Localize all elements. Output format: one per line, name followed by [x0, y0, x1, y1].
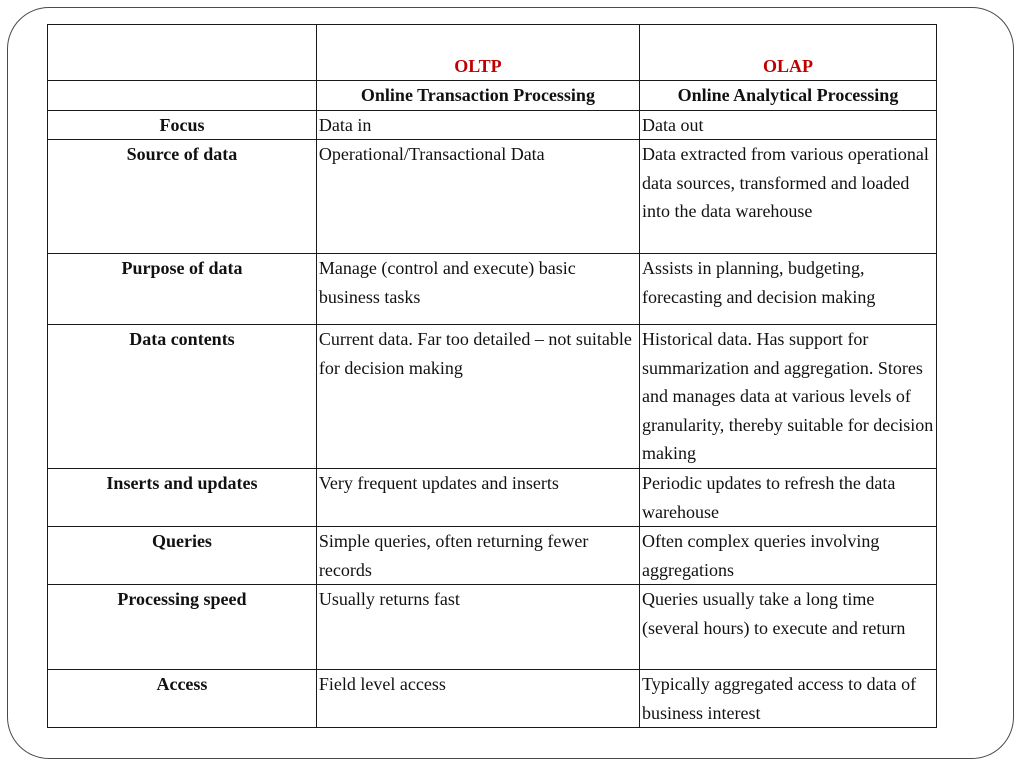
- oltp-cell: Field level access: [316, 670, 639, 728]
- oltp-fullname-header: Online Transaction Processing: [316, 81, 639, 111]
- oltp-cell: Current data. Far too detailed – not suitable for decision making: [316, 325, 639, 469]
- olap-fullname-header: Online Analytical Processing: [639, 81, 936, 111]
- row-label: Purpose of data: [48, 254, 317, 325]
- header-empty-cell: [48, 81, 317, 111]
- table-row: [48, 469, 937, 527]
- table-row: [48, 254, 937, 325]
- oltp-acronym-header: OLTP: [316, 25, 639, 81]
- row-label: Data contents: [48, 325, 317, 469]
- header-empty-cell: [48, 25, 317, 81]
- row-label: Source of data: [48, 140, 317, 254]
- table-row: [48, 670, 937, 728]
- olap-cell: Data out: [639, 110, 936, 140]
- olap-cell: Periodic updates to refresh the data warehouse: [639, 469, 936, 527]
- oltp-cell: Data in: [316, 110, 639, 140]
- header-acronym-row: [48, 25, 937, 81]
- olap-cell: Queries usually take a long time (several hours) to execute and return: [639, 585, 936, 670]
- table-row: [48, 110, 937, 140]
- oltp-cell: Usually returns fast: [316, 585, 639, 670]
- table-row: [48, 585, 937, 670]
- olap-acronym-header: OLAP: [639, 25, 936, 81]
- table-row: [48, 527, 937, 585]
- header-fullname-row: [48, 81, 937, 111]
- oltp-cell: Simple queries, often returning fewer records: [316, 527, 639, 585]
- row-label: Processing speed: [48, 585, 317, 670]
- oltp-cell: Very frequent updates and inserts: [316, 469, 639, 527]
- table-row: [48, 140, 937, 254]
- row-label: Access: [48, 670, 317, 728]
- oltp-cell: Operational/Transactional Data: [316, 140, 639, 254]
- oltp-olap-comparison-table: [47, 24, 937, 728]
- olap-cell: Historical data. Has support for summarization and aggregation. Stores and manages data at various levels of granularity, thereby suitable for decision making: [639, 325, 936, 469]
- olap-cell: Typically aggregated access to data of business interest: [639, 670, 936, 728]
- olap-cell: Assists in planning, budgeting, forecasting and decision making: [639, 254, 936, 325]
- row-label: Focus: [48, 110, 317, 140]
- row-label: Queries: [48, 527, 317, 585]
- table-row: [48, 325, 937, 469]
- row-label: Inserts and updates: [48, 469, 317, 527]
- oltp-cell: Manage (control and execute) basic business tasks: [316, 254, 639, 325]
- olap-cell: Data extracted from various operational data sources, transformed and loaded into the data warehouse: [639, 140, 936, 254]
- olap-cell: Often complex queries involving aggregations: [639, 527, 936, 585]
